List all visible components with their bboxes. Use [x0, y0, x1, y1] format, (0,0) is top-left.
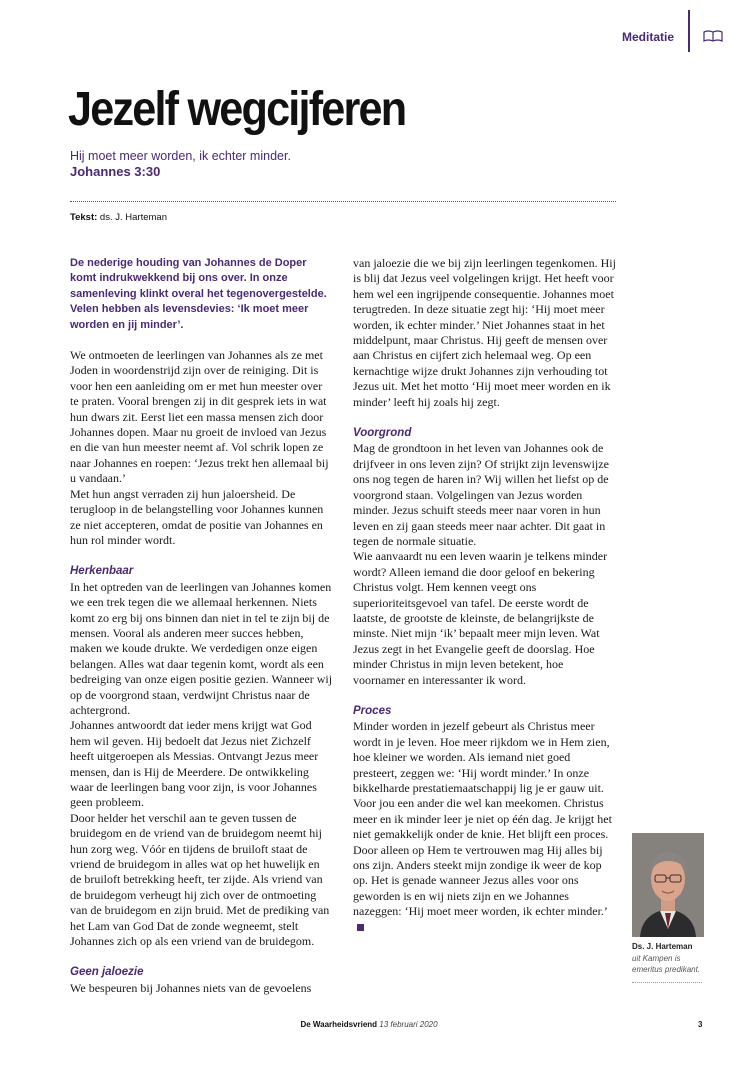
- column-right: [353, 256, 616, 935]
- dotted-divider: [70, 201, 616, 202]
- section-label: Meditatie: [621, 30, 674, 44]
- article-title: Jezelf wegcijferen: [68, 83, 406, 136]
- photo-caption: [632, 941, 712, 976]
- scripture-quote: [70, 148, 291, 180]
- paragraph-text: Minder worden in jezelf gebeurt als Christus meer wordt in je leven. Hoe meer rijkdom we in Hem zien, hoe kleiner we worden. Als iemand niet goed presteert, zeggen we: ‘Hij wordt minder.’ In onze bikkelharde prestatiemaatschappij lig je er gauw uit. Voor jou een ander die wel kan meekomen. Christus meer en ik minder leer je niet op één dag. Je krijgt het niet gemakkelijk onder de knie. Het blijft een proces. Door alleen op Hem te vertrouwen mag Hij alles bij ons zijn. Anders steekt mijn zondige ik weer de kop op. Het is genade wanneer Jezus alles voor ons geworden is en wij niets zijn en we Johannes nazeggen: ‘Hij moet meer worden, ik echter minder.’: [353, 719, 612, 919]
- caption-name: Ds. J. Harteman: [632, 942, 693, 951]
- page-number: 3: [698, 1020, 703, 1029]
- paragraph: Mag de grondtoon in het leven van Johannes ook de drijfveer in ons leven zijn? Of strijkt zijn levenswijze ons nog tegen de haren in? Wij willen het liefst op de voorgrond staan. Volgelingen van Jezus worden minder. Jezus schuift steeds meer naar voren in hun leven en zij gaan steeds meer naar achter. Dit gaat in tegen de normale situatie.: [353, 441, 609, 548]
- paragraph: Wie aanvaardt nu een leven waarin je telkens minder wordt? Alleen iemand die door geloof en bekering Christus volgt. Hem kennen veegt ons superioriteitsgevoel van tafel. De eerste wordt de laatste, de grootste de kleinste, de belangrijkste de minste. Niet mijn ‘ik’ bepaalt meer mijn leven. Wat Jezus zegt in het Evangelie geeft de doorslag. Hoe minder Christus in mijn leven betekent, hoe voornamer en interessanter ik word.: [353, 549, 608, 687]
- author-line: [70, 212, 167, 223]
- paragraph: Johannes antwoordt dat ieder mens krijgt wat God hem wil geven. Hij bedoelt dat Jezus niet Zichzelf heeft uitgeroepen als Messias. Ontvangt Jezus meer mensen, dan is Hij de Meerdere. De ontwikkeling waar de leerlingen bang voor zijn, is voor Johannes geen probleem.: [70, 718, 319, 810]
- quote-reference: Johannes 3:30: [70, 164, 161, 179]
- caption-role: uit Kampen is emeritus predikant.: [632, 953, 701, 974]
- paragraph: Door helder het verschil aan te geven tussen de bruidegom en de vriend van de bruidegom neemt hij hun zorg weg. Vóór en tijdens de bruiloft staat de vriend de bruidegom in alles wat op het huwelijk en de bruiloft betrekking heeft, ter zijde. Als vriend van de bruidegom verheugt hij zich over de ontmoeting van de bruidegom en zijn bruid. Met de prediking van het Lam van God Dat de zonde wegneemt, stelt Johannes zich op als een vriend van de bruidegom.: [70, 810, 330, 949]
- issue-date: 13 februari 2020: [379, 1020, 438, 1029]
- quote-text: Hij moet meer worden, ik echter minder.: [70, 149, 291, 163]
- lead-paragraph: De nederige houding van Johannes de Doper komt indrukwekkend bij ons over. In onze samenleving klinkt overal het tegenovergestelde. Velen hebben als levensdevies: ‘Ik moet meer worden en jij minder’.: [70, 257, 327, 331]
- paragraph: Met hun angst verraden zij hun jaloersheid. De terugloop in de belangstelling voor Johannes kunnen ze niet accepteren, omdat de positie van Johannes en hun rol minder wordt.: [70, 486, 324, 547]
- magazine-name: De Waarheidsvriend: [300, 1020, 378, 1029]
- page-footer: [0, 1020, 738, 1029]
- open-book-icon: [703, 29, 723, 43]
- column-left: [70, 256, 333, 996]
- paragraph: We ontmoeten de leerlingen van Johannes als ze met Joden in woordenstrijd zijn over de reiniging. Dit is voor hen een aanleiding om er met hun meester over te praten. Vooral brengen zij in dit gesprek iets in wat hun dwars zit. Eerst liet een massa mensen zich door Johannes dopen. Maar nu groeit de invloed van Jezus en die van hun meester neemt af. Vol schrik lopen ze naar Johannes en roepen: ‘Jezus trekt hen allemaal bij u vandaan.’: [70, 348, 329, 486]
- paragraph: van jaloezie die we bij zijn leerlingen tegenkomen. Hij is blij dat Jezus veel volgelingen krijgt. Het heeft voor hem wel een ingrijpende consequentie. Johannes moet terugtreden. In deze situatie zegt hij: ‘Hij moet meer worden, ik echter minder.’ Niet Johannes staat in het middelpunt, maar Christus. Hij geeft de mensen over aan Christus en cijfert zich helemaal weg. Op een kernachtige wijze drukt Johannes zijn verhouding tot Jezus uit. Met het motto ‘Hij moet meer worden en ik minder’ leeft hij zoals hij zegt.: [353, 256, 616, 409]
- paragraph: In het optreden van de leerlingen van Johannes komen we een trek tegen die we allemaal herkennen. Niets komt zo erg bij ons binnen dan niet in tel te zijn bij de mensen. Vooral als anderen meer succes hebben, maken we koude drukte. We verdedigen onze eigen belangen. Alles wat daar tegenin komt, wordt als een bedreiging van onze eigen positie gezien. Wanneer wij op de voorgrond staan, verdwijnt Christus naar de achtergrond.: [70, 579, 333, 717]
- caption-divider: [632, 982, 702, 983]
- author-photo: [632, 833, 704, 937]
- author-label: Tekst:: [70, 212, 98, 223]
- subheading-geen-jaloezie: Geen jaloezie: [70, 966, 144, 979]
- paragraph: We bespeuren bij Johannes niets van de gevoelens: [70, 980, 312, 995]
- paragraph-final: [353, 719, 616, 935]
- subheading-voorgrond: Voorgrond: [353, 427, 412, 440]
- end-mark-icon: [357, 924, 364, 931]
- subheading-proces: Proces: [353, 704, 392, 717]
- header-divider: [688, 10, 690, 52]
- author-name: ds. J. Harteman: [99, 212, 167, 223]
- subheading-herkenbaar: Herkenbaar: [70, 565, 134, 578]
